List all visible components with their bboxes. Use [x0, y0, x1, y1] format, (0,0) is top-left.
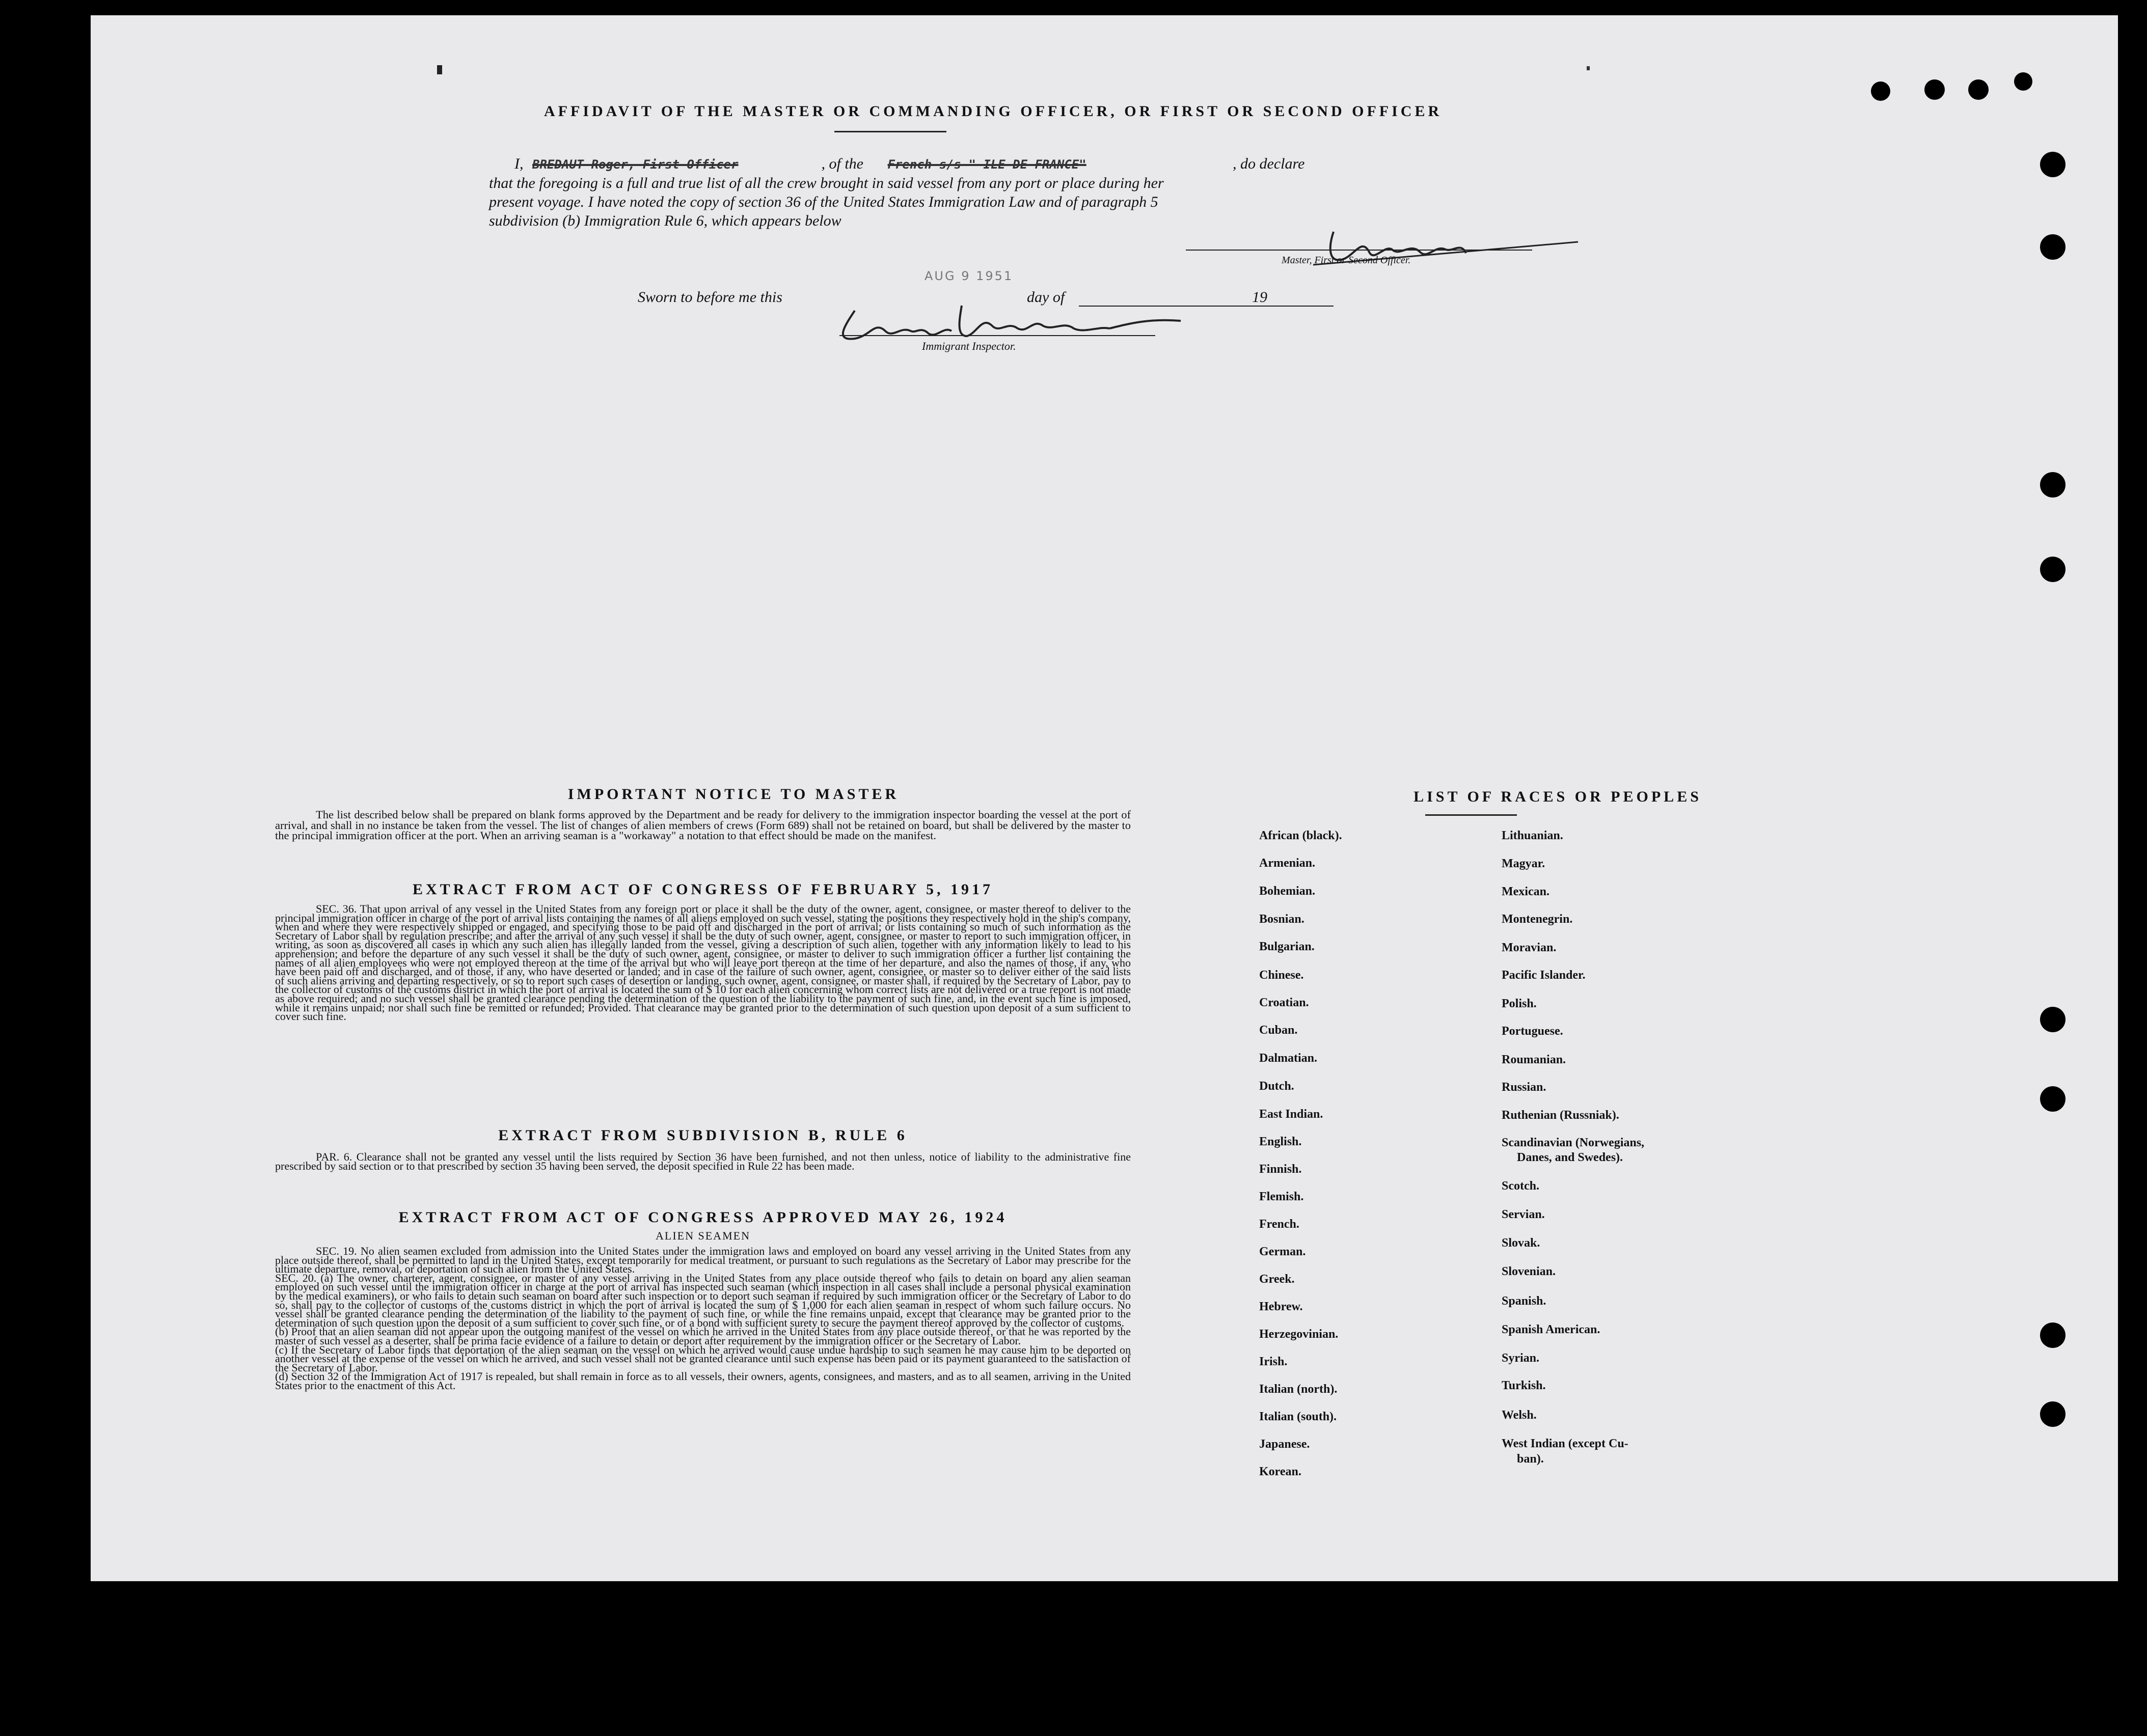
- scan-speck: [437, 65, 442, 74]
- declaration-line-4: subdivision (b) Immigration Rule 6, which appears below: [489, 212, 841, 229]
- officer-name: BREDAUT Roger, First Officer: [532, 157, 739, 172]
- race-item: Finnish.: [1259, 1163, 1302, 1176]
- race-item: Chinese.: [1259, 969, 1304, 982]
- extract1-title: EXTRACT FROM ACT OF CONGRESS OF FEBRUARY 5, 1917: [412, 881, 994, 898]
- race-item: Armenian.: [1259, 857, 1315, 870]
- race-item: Roumanian.: [1502, 1053, 1566, 1066]
- affidavit-title: AFFIDAVIT OF THE MASTER OR COMMANDING OFFICER, OR FIRST OR SECOND OFFICER: [544, 103, 1443, 120]
- race-item: French.: [1259, 1218, 1299, 1231]
- race-item: Bulgarian.: [1259, 940, 1315, 953]
- race-item: Syrian.: [1502, 1352, 1540, 1365]
- notice-intro: The list described below shall be prepared on blank forms approved by the Department and be ready for delivery to the immigration inspector boarding the vessel at the port of arrival, and shall in no instance be taken from the vessel. The list of changes of alien members of crews (Form 689) shall not be retained on board, but shall be delivered by the master to the principal immigration officer at the port. When an arriving seaman is a "workaway" a notation to that effect should be made on the manifest.: [275, 808, 1131, 842]
- punch-hole: [2040, 472, 2066, 498]
- races-title: LIST OF RACES OR PEOPLES: [1414, 788, 1702, 805]
- race-item: ban).: [1517, 1452, 1544, 1466]
- race-item: English.: [1259, 1135, 1302, 1148]
- inspector-signature-line: [839, 335, 1155, 336]
- extract3-text: SEC. 19. No alien seamen excluded from admission into the United States under the immigration laws and employed on board any vessel arriving in the United States from any place outside thereof, shall be permitted to land in the United States, except temporarily for medical treatment, or pursuant to such regulations as the Secretary of Labor may prescribe for the ultimate departure, removal, or deportation of such alien from the United States. SEC. 20. (a) The owner, charterer, agent, consignee, or master of any vessel arriving in the United States from any place outside thereof who fails to detain on board any alien seaman employed on such vessel until the immigration officer in charge at the port of arrival has inspected such seaman (which inspection in all cases shall include a personal physical examination by the medical examiners), or who fails to detain such seaman on board after such inspection or to deport such seaman if required by such immigration officer or the Secretary of Labor to do so, shall pay to the collector of customs of the customs district in which the port of arrival is located the sum of $ 1,000 for each alien seaman in respect of whom such failure occurs. No vessel shall be granted clearance pending the determination of the liability to the payment of such fine, or while the fine remains unpaid, except that clearance may be granted prior to the determination of such question upon the deposit of a sum sufficient to cover such fine, or of a bond with sufficient surety to secure the payment thereof approved by the collector of customs. (b) Proof that an alien seaman did not appear upon the outgoing manifest of the vessel on which he arrived in the United States from any place outside thereof, or that he was reported by the master of such vessel as a deserter, shall be prima facie evidence of a failure to detain or deport after requirement by the immigration officer or the Secretary of Labor. (c) If the Secretary of Labor finds that deportation of the alien seaman on the vessel on which he arrived would cause undue hardship to such seamen he may cause him to be deported on another vessel at the expense of the vessel on which he arrived, and such vessel shall not be granted clearance until such expense has been paid or its payment guaranteed to the satisfaction of the Secretary of Labor. (d) Section 32 of the Immigration Act of 1917 is repealed, but shall remain in force as to all vessels, their owners, agents, consignees, and masters, and as to all seamen, arriving in the United States prior to the enactment of this Act.: [275, 1245, 1131, 1392]
- extract1-text: SEC. 36. That upon arrival of any vessel in the United States from any foreign port or place it shall be the duty of the owner, agent, consignee, or master thereof to deliver to the principal immigration officer in charge of the port of arrival lists containing the names of all aliens employed on such vessel, stating the positions they respectively hold in the ship's company, when and where they were respectively shipped or engaged, and specifying those to be paid off and discharged in the port of arrival; or lists containing so much of such information as the Secretary of Labor shall by regulation prescribe; and after the arrival of any such vessel it shall be the duty of such owner, agent, consignee, or master to report to such immigration officer, in writing, as soon as discovered all cases in which any such alien has illegally landed from the vessel, giving a description of such alien, together with any information likely to lead to his apprehension; and before the departure of any such vessel it shall be the duty of such owner, agent, consignee, or master to deliver to such immigration officer a further list containing the names of all alien employees who were not employed thereon at the time of the arrival but who will leave port thereon at the time of her departure, and also the names of those, if any, who have been paid off and discharged, and of those, if any, who have deserted or landed; and in case of the failure of such owner, agent, consignee, or master so to deliver either of the said lists of such aliens arriving and departing respectively, or so to report such cases of desertion or landing, such owner, agent, consignee, or master shall, if required by the Secretary of Labor, pay to the collector of customs of the customs district in which the port of arrival is located the sum of $ 10 for each alien concerning whom correct lists are not delivered or a true report is not made as above required; and no such vessel shall be granted clearance pending the determination of the question of the liability to the payment of such fine, and, in the event such fine is imposed, while it remains unpaid; nor shall such fine be remitted or refunded; Provided. That clearance may be granted prior to the determination of such question upon deposit of a sum sufficient to cover such fine.: [275, 902, 1131, 1023]
- races-title-rule: [1425, 814, 1517, 816]
- declaration-line-3: present voyage. I have noted the copy of section 36 of the United States Immigration Law and of paragraph 5: [489, 194, 1158, 210]
- race-item: Bohemian.: [1259, 885, 1316, 898]
- race-item: Danes, and Swedes).: [1517, 1151, 1623, 1164]
- declaration-prefix: I,: [514, 155, 524, 172]
- race-item: Ruthenian (Russniak).: [1502, 1109, 1619, 1122]
- race-item: Flemish.: [1259, 1190, 1304, 1203]
- extract2-title: EXTRACT FROM SUBDIVISION B, RULE 6: [498, 1127, 908, 1144]
- race-item: Hebrew.: [1259, 1300, 1303, 1313]
- officer-signature-line: [1186, 250, 1532, 251]
- race-item: Italian (south).: [1259, 1410, 1337, 1423]
- race-item: Japanese.: [1259, 1438, 1310, 1451]
- race-item: Korean.: [1259, 1465, 1301, 1478]
- extract2-text: PAR. 6. Clearance shall not be granted any vessel until the lists required by Section 36 have been furnished, and not then unless, notice of liability to the administrative fine prescribed by said section or to that prescribed by section 35 having been served, the deposit specified in Rule 22 has been made.: [275, 1150, 1131, 1172]
- race-item: Turkish.: [1502, 1379, 1546, 1392]
- inspector-caption: Immigrant Inspector.: [922, 340, 1016, 352]
- scan-speck: [1587, 66, 1590, 70]
- race-item: West Indian (except Cu-: [1502, 1437, 1628, 1450]
- officer-caption: Master, First or Second Officer.: [1282, 255, 1411, 266]
- punch-hole: [2040, 1007, 2066, 1032]
- date-stamp: AUG 9 1951: [925, 269, 1014, 283]
- race-item: Polish.: [1502, 997, 1537, 1010]
- declaration-line-1: [514, 155, 1554, 173]
- race-item: Spanish American.: [1502, 1323, 1600, 1336]
- punch-hole: [1871, 81, 1890, 101]
- race-item: Servian.: [1502, 1208, 1545, 1221]
- race-item: German.: [1259, 1245, 1306, 1258]
- race-item: Russian.: [1502, 1081, 1546, 1094]
- race-item: Slovenian.: [1502, 1265, 1556, 1278]
- declaration-suffix: , do declare: [1233, 155, 1305, 172]
- race-item: Dalmatian.: [1259, 1052, 1317, 1065]
- race-item: Pacific Islander.: [1502, 969, 1586, 982]
- punch-hole: [2040, 557, 2066, 582]
- declaration-line-2: that the foregoing is a full and true list of all the crew brought in said vessel from any port or place during her: [489, 175, 1164, 191]
- sworn-prefix: Sworn to before me this: [638, 289, 782, 306]
- declaration-mid: , of the: [821, 155, 863, 172]
- document-page: [91, 15, 2118, 1581]
- race-item: Scandinavian (Norwegians,: [1502, 1136, 1645, 1149]
- race-item: Welsh.: [1502, 1409, 1537, 1422]
- race-item: Montenegrin.: [1502, 913, 1573, 926]
- sworn-day: day of: [1027, 289, 1065, 306]
- race-item: Portuguese.: [1502, 1025, 1563, 1038]
- race-item: East Indian.: [1259, 1108, 1323, 1121]
- punch-hole: [1968, 79, 1989, 100]
- race-item: Moravian.: [1502, 941, 1557, 954]
- race-item: Irish.: [1259, 1355, 1288, 1368]
- race-item: Magyar.: [1502, 857, 1545, 870]
- race-item: Bosnian.: [1259, 913, 1304, 926]
- vessel-name: French s/s " ILE DE FRANCE": [887, 157, 1086, 172]
- race-item: Slovak.: [1502, 1236, 1540, 1250]
- punch-hole: [2040, 1322, 2066, 1348]
- race-item: African (black).: [1259, 829, 1342, 842]
- race-item: Mexican.: [1502, 885, 1550, 898]
- race-item: Cuban.: [1259, 1024, 1298, 1037]
- punch-hole: [2040, 152, 2066, 177]
- extract3-subtitle: ALIEN SEAMEN: [656, 1229, 750, 1242]
- sworn-year: 19: [1252, 289, 1267, 306]
- notice-title: IMPORTANT NOTICE TO MASTER: [567, 786, 900, 803]
- punch-hole: [2040, 1086, 2066, 1112]
- punch-hole: [1924, 79, 1945, 100]
- race-item: Spanish.: [1502, 1294, 1546, 1308]
- punch-hole: [2040, 234, 2066, 260]
- race-item: Croatian.: [1259, 996, 1309, 1009]
- affidavit-title-rule: [834, 131, 946, 132]
- race-item: Lithuanian.: [1502, 829, 1563, 842]
- punch-hole: [2040, 1401, 2066, 1427]
- punch-hole: [2014, 72, 2032, 91]
- inspector-signature: [824, 290, 1242, 351]
- extract3-title: EXTRACT FROM ACT OF CONGRESS APPROVED MAY 26, 1924: [398, 1209, 1008, 1226]
- race-item: Greek.: [1259, 1273, 1295, 1286]
- race-item: Dutch.: [1259, 1080, 1294, 1093]
- race-item: Scotch.: [1502, 1179, 1539, 1193]
- race-item: Herzegovinian.: [1259, 1328, 1339, 1341]
- race-item: Italian (north).: [1259, 1383, 1338, 1396]
